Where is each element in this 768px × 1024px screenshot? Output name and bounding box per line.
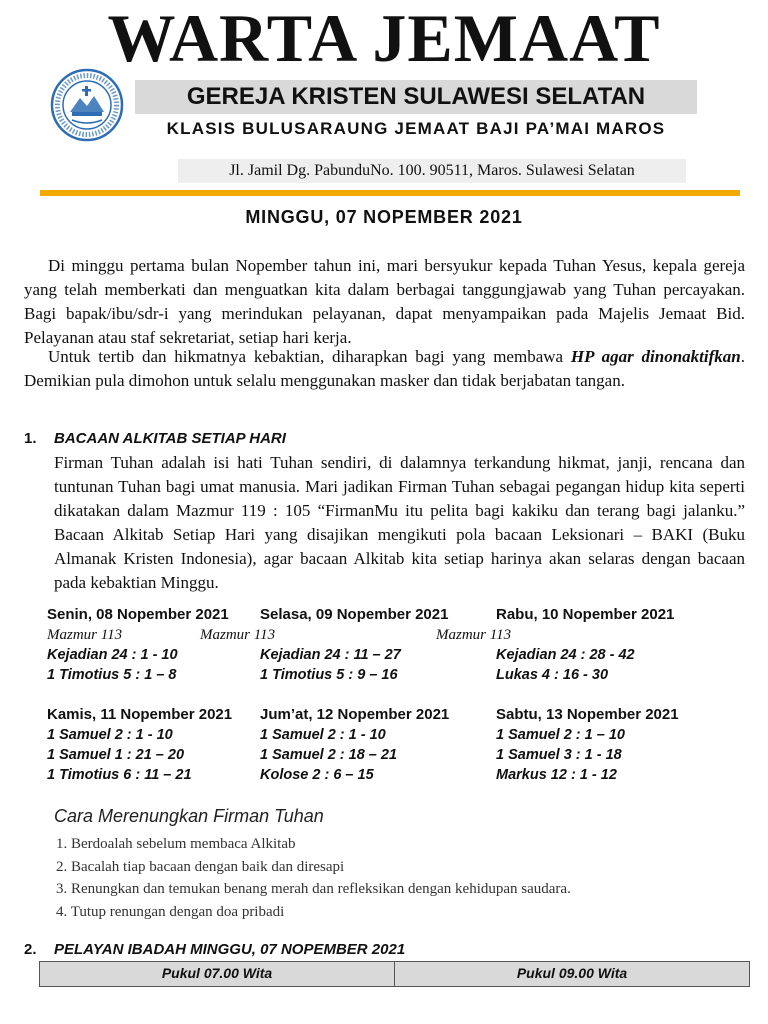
day-heading: Senin, 08 Nopember 2021 bbox=[47, 606, 229, 623]
reflection-step: 1. Berdoalah sebelum membaca Alkitab bbox=[56, 836, 296, 852]
section-2-number: 2. bbox=[24, 941, 37, 958]
psalm-reading: Mazmur 113 bbox=[47, 627, 123, 643]
reading-2: Lukas 4 : 16 - 30 bbox=[496, 667, 609, 683]
newsletter-title: WARTA JEMAAT bbox=[107, 0, 661, 76]
reading-3: 1 Timotius 6 : 11 – 21 bbox=[47, 767, 192, 783]
day-heading: Jum’at, 12 Nopember 2021 bbox=[260, 706, 450, 723]
psalm-reading: Mazmur 113 bbox=[436, 627, 512, 643]
reading-1: Kejadian 24 : 11 – 27 bbox=[260, 647, 401, 663]
church-name: GEREJA KRISTEN SULAWESI SELATAN bbox=[186, 83, 646, 110]
section-1-body: Firman Tuhan adalah isi hati Tuhan sendiri, di dalamnya terkandung hikmat, janji, rencana dan tuntunan Tuhan bagi umat manusia. Mari jadikan Firman Tuhan sebagai pegangan hidup kita seperti dikatakan dalam Mazmur 119 : 105 “FirmanMu itu pelita bagi kakiku dan terang bagi jalanku.” Bacaan Alkitab Setiap Hari yang disajikan mengikuti pola bacaan Leksionari – BAKI (Buku Almanak Kristen Indonesia), agar bacaan Alkitab kita setiap harinya akan selaras dengan bacaan pada kebaktian Minggu. bbox=[54, 453, 745, 592]
reading-2: 1 Timotius 5 : 9 – 16 bbox=[260, 667, 398, 683]
reading-day-selasa bbox=[200, 605, 449, 685]
section-1-title: BACAAN ALKITAB SETIAP HARI bbox=[54, 430, 286, 447]
section-1-heading bbox=[24, 430, 286, 447]
intro-paragraph-1: Di minggu pertama bulan Nopember tahun ini, mari bersyukur kepada Tuhan Yesus, kepala gereja yang telah memberkati dan menguatkan kita dalam berbagai tanggungjawab yang Tuhan percayakan. Bagi bapak/ibu/sdr-i yang merindukan pelayanan, dapat menyampaikan pada Majelis Jemaat Bid. Pelayanan atau staf sekretariat, setiap hari kerja. bbox=[24, 256, 745, 347]
reading-3: Kolose 2 : 6 – 15 bbox=[260, 767, 374, 783]
day-heading: Kamis, 11 Nopember 2021 bbox=[47, 706, 233, 723]
reflection-steps bbox=[56, 833, 571, 923]
reading-1: Kejadian 24 : 1 - 10 bbox=[47, 647, 178, 663]
reading-day-jumat bbox=[260, 705, 449, 785]
reflection-step: 2. Bacalah tiap bacaan dengan baik dan diresapi bbox=[56, 858, 345, 875]
reading-1: 1 Samuel 2 : 1 - 10 bbox=[260, 727, 386, 743]
header-divider bbox=[40, 190, 740, 196]
reading-day-kamis bbox=[47, 705, 232, 785]
reflection-guide-title: Cara Merenungkan Firman Tuhan bbox=[54, 806, 324, 826]
intro-p2-emphasis: HP agar dinonaktifkan bbox=[570, 347, 741, 366]
section-2-title: PELAYAN IBADAH MINGGU, 07 NOPEMBER 2021 bbox=[54, 941, 406, 958]
reading-2: 1 Samuel 1 : 21 – 20 bbox=[47, 747, 185, 763]
reading-day-sabtu bbox=[496, 705, 679, 785]
reading-1: Kejadian 24 : 28 - 42 bbox=[496, 647, 635, 663]
day-heading: Rabu, 10 Nopember 2021 bbox=[496, 606, 675, 623]
day-heading: Sabtu, 13 Nopember 2021 bbox=[496, 706, 679, 723]
reading-3: Markus 12 : 1 - 12 bbox=[496, 767, 617, 783]
reading-1: 1 Samuel 2 : 1 - 10 bbox=[47, 727, 173, 743]
reading-2: 1 Samuel 2 : 18 – 21 bbox=[260, 747, 398, 763]
section-1-number: 1. bbox=[24, 430, 37, 447]
date-heading: MINGGU, 07 NOPEMBER 2021 bbox=[245, 207, 523, 227]
service-schedule-table bbox=[39, 961, 750, 987]
klasis-line: KLASIS BULUSARAUNG JEMAAT BAJI PA’MAI MAROS bbox=[166, 119, 666, 138]
reading-1: 1 Samuel 2 : 1 – 10 bbox=[496, 727, 625, 743]
table-header-cell: Pukul 07.00 Wita bbox=[40, 962, 394, 986]
reading-day-rabu bbox=[436, 605, 675, 685]
reading-2: 1 Timotius 5 : 1 – 8 bbox=[47, 667, 177, 683]
intro-paragraph-2 bbox=[24, 345, 745, 393]
reading-2: 1 Samuel 3 : 1 - 18 bbox=[496, 747, 622, 763]
reflection-step: 4. Tutup renungan dengan doa pribadi bbox=[56, 903, 285, 920]
day-heading: Selasa, 09 Nopember 2021 bbox=[260, 606, 449, 623]
church-address: Jl. Jamil Dg. PabunduNo. 100. 90511, Maros. Sulawesi Selatan bbox=[229, 162, 635, 179]
table-header-cell: Pukul 09.00 Wita bbox=[394, 962, 749, 986]
psalm-reading: Mazmur 113 bbox=[200, 627, 276, 643]
reading-day-senin bbox=[47, 605, 229, 685]
church-seal-logo bbox=[50, 68, 124, 142]
reflection-step: 3. Renungkan dan temukan benang merah dan refleksikan dengan kehidupan saudara. bbox=[56, 881, 571, 897]
section-2-heading bbox=[24, 941, 405, 958]
intro-p2-text: Untuk tertib dan hikmatnya kebaktian, diharapkan bagi yang membawa bbox=[48, 347, 571, 366]
intro-p2-rest: . Demikian pula dimohon untuk selalu menggunakan masker dan tidak berjabatan tangan. bbox=[24, 347, 745, 390]
